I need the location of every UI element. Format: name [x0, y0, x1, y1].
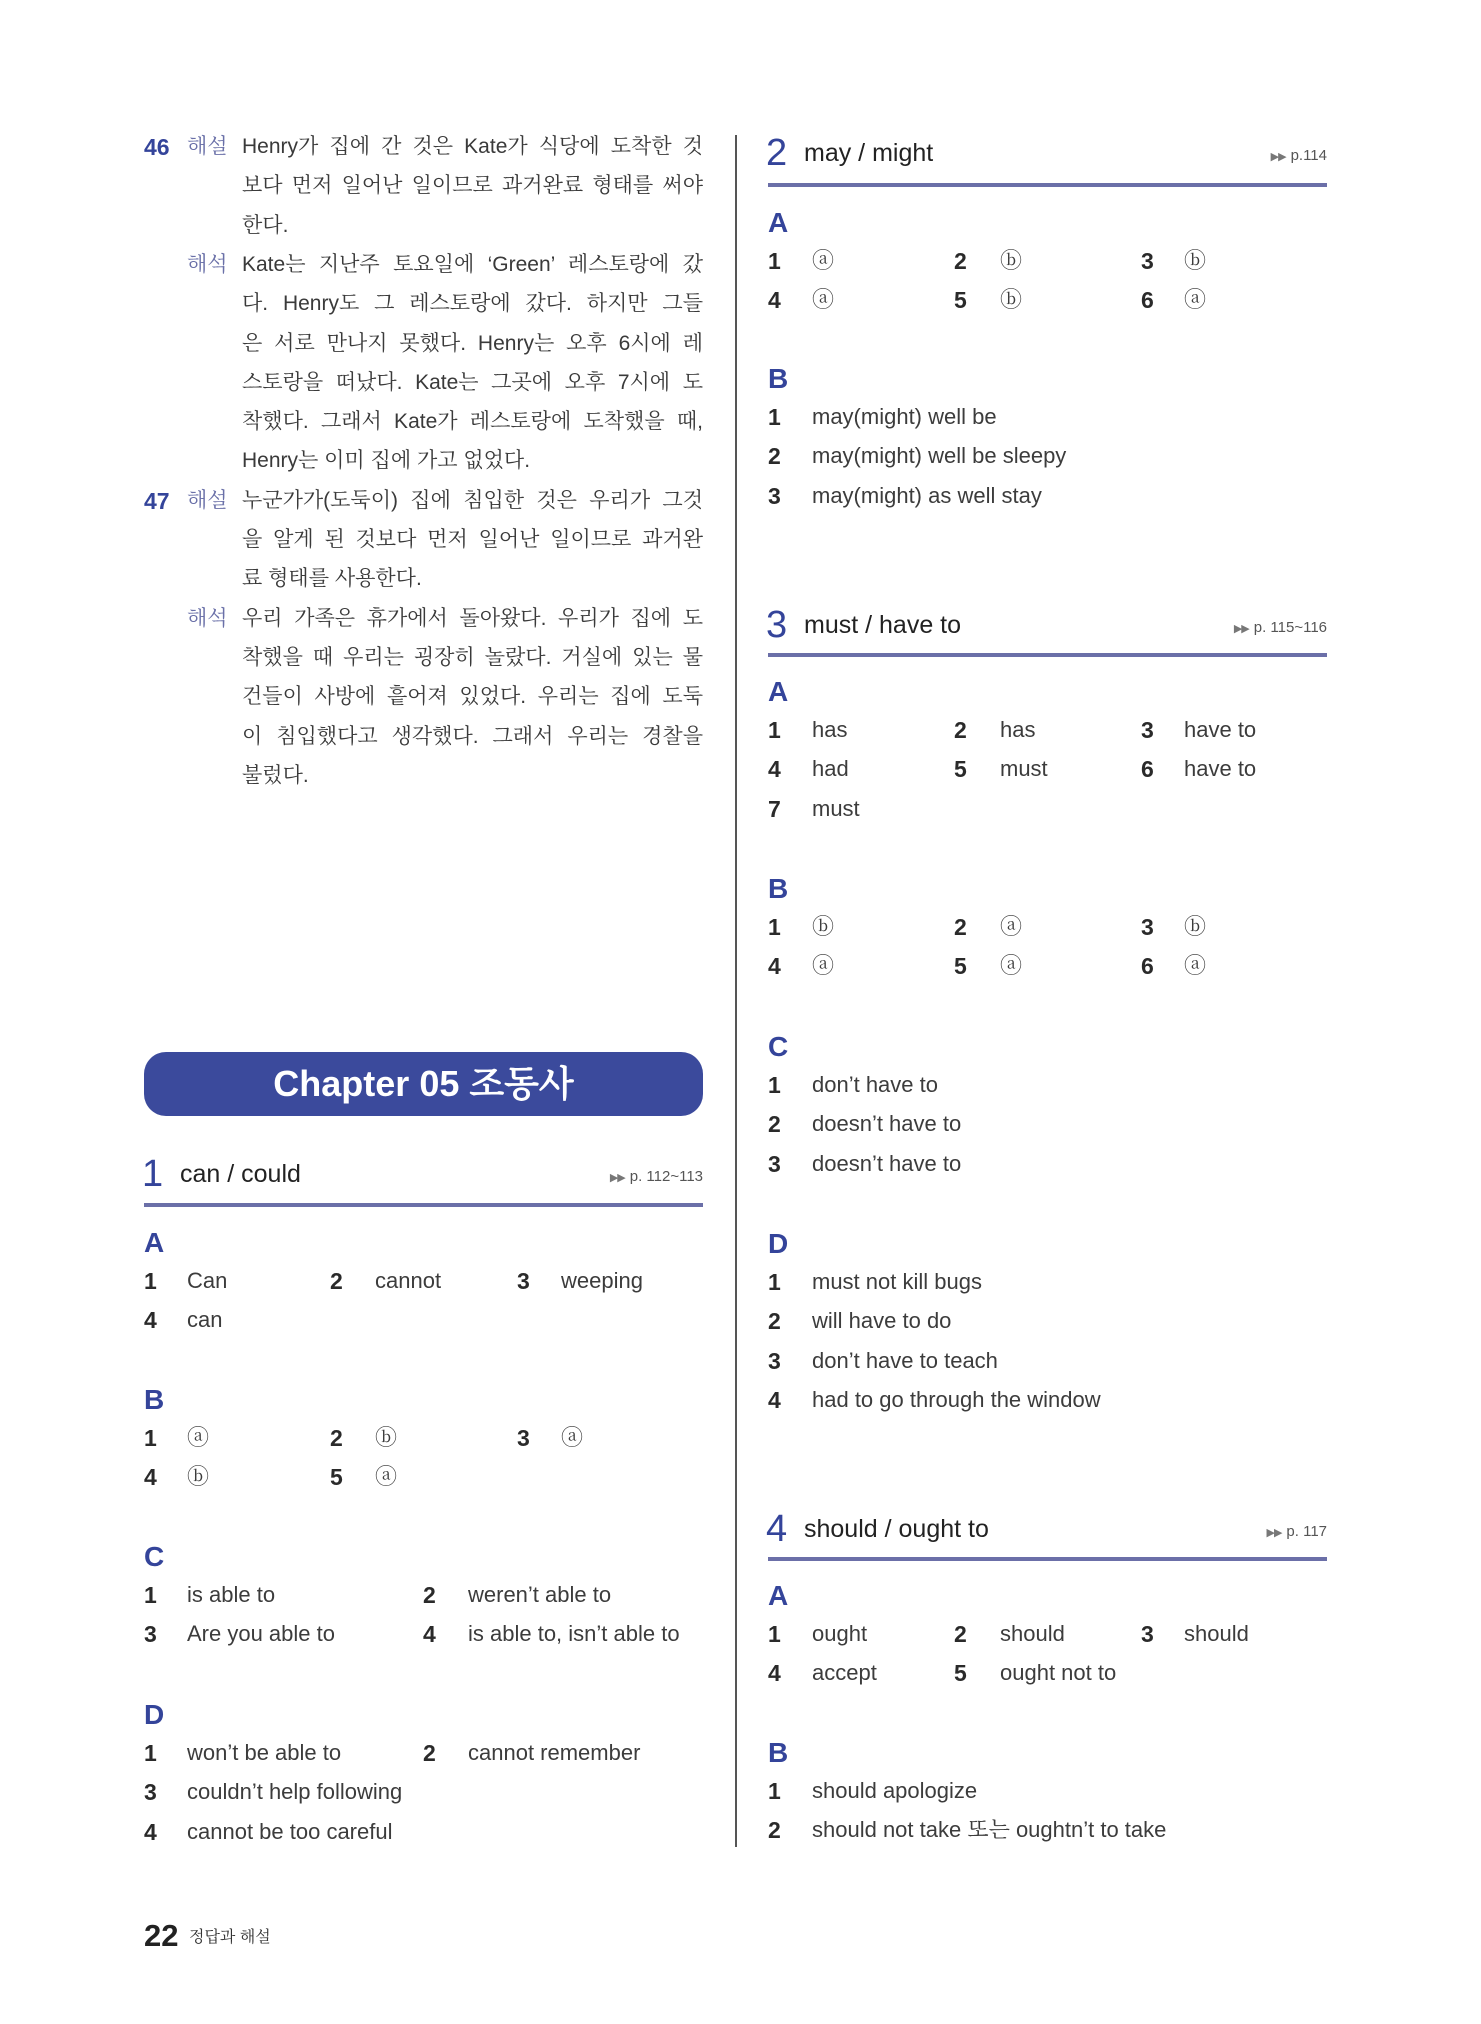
- item-number: 1: [768, 248, 781, 274]
- page-number: 22: [144, 1918, 179, 1953]
- item-number: 1: [144, 1582, 157, 1608]
- explanation-line: 우리 가족은 휴가에서 돌아왔다. 우리가 집에 도: [242, 606, 703, 630]
- item-answer: ⓑ: [1184, 248, 1207, 273]
- page-reference-text: p. 117: [1286, 1523, 1327, 1540]
- item-number: 5: [330, 1464, 343, 1491]
- item-answer: had: [812, 756, 849, 782]
- item-answer: has: [1000, 717, 1036, 742]
- item-number: 2: [423, 1740, 436, 1766]
- item-number: 2: [768, 1817, 781, 1844]
- explanation-line: 착했을 때 우리는 굉장히 놀랐다. 거실에 있는 물: [242, 645, 703, 669]
- page-reference: [610, 1162, 703, 1192]
- item-number: 3: [1141, 1621, 1154, 1647]
- explanation-line: 이 침입했다고 생각했다. 그래서 우리는 경찰을: [242, 724, 703, 748]
- item-number: 4: [144, 1464, 157, 1491]
- explanation-line: Henry는 이미 집에 가고 없었다.: [242, 449, 531, 473]
- item-number: 5: [954, 756, 967, 783]
- item-answer: ⓑ: [1184, 914, 1207, 939]
- item-answer: have to: [1184, 717, 1257, 742]
- item-number: 6: [1141, 287, 1154, 314]
- item-answer: ⓑ: [375, 1425, 398, 1450]
- item-number: 2: [330, 1425, 343, 1451]
- item-answer: may(might) well be: [812, 404, 997, 429]
- item-answer: have to: [1184, 756, 1257, 782]
- unit-title: should / ought to: [804, 1515, 989, 1543]
- item-answer: may(might) well be sleepy: [812, 443, 1067, 469]
- item-number: 4: [423, 1621, 436, 1648]
- item-number: 4: [768, 287, 781, 314]
- explanation-line: Henry가 집에 간 것은 Kate가 식당에 도착한 것: [242, 135, 703, 158]
- item-answer: ⓑ: [812, 914, 835, 939]
- explanation-line: 누군가가(도둑이) 집에 침입한 것은 우리가 그것: [242, 488, 703, 512]
- double-arrow-icon: ▶▶: [1266, 1527, 1282, 1539]
- item-answer: doesn’t have to: [812, 1111, 962, 1137]
- item-answer: ought not to: [1000, 1660, 1117, 1686]
- item-answer: ⓑ: [187, 1464, 210, 1490]
- item-number: 7: [768, 795, 781, 822]
- part-letter: B: [144, 1384, 165, 1415]
- item-number: 4: [768, 953, 781, 980]
- item-answer: ⓐ: [812, 248, 835, 273]
- item-number: 2: [423, 1582, 436, 1608]
- unit-rule: [768, 183, 1327, 187]
- item-number: 3: [768, 482, 781, 509]
- explanation-label: 해석: [187, 252, 228, 276]
- unit-title: may / might: [804, 139, 934, 167]
- item-number: 3: [517, 1425, 530, 1451]
- item-answer: weren’t able to: [468, 1582, 612, 1607]
- unit-title: must / have to: [804, 611, 962, 639]
- item-answer: couldn’t help following: [187, 1779, 403, 1805]
- item-number: 4: [768, 1660, 781, 1687]
- chapter-banner: Chapter 05 조동사: [144, 1052, 703, 1116]
- item-answer: has: [812, 717, 848, 742]
- item-answer: should apologize: [812, 1778, 978, 1803]
- page-reference: [1271, 141, 1327, 171]
- item-number: 1: [768, 1621, 781, 1647]
- item-answer: had to go through the window: [812, 1386, 1101, 1412]
- item-answer: may(might) as well stay: [812, 482, 1042, 508]
- question-number: 47: [144, 487, 170, 514]
- item-answer: can: [187, 1307, 223, 1333]
- item-number: 2: [768, 443, 781, 470]
- explanation-line: 은 서로 만나지 못했다. Henry는 오후 6시에 레: [242, 331, 703, 355]
- item-number: 2: [954, 914, 967, 940]
- page-reference-text: p.114: [1290, 147, 1327, 164]
- part-letter: A: [768, 1580, 789, 1611]
- unit-rule: [768, 653, 1327, 657]
- explanation-line: 한다.: [242, 213, 289, 237]
- item-answer: should: [1000, 1621, 1065, 1646]
- item-number: 1: [144, 1425, 157, 1451]
- item-answer: ⓑ: [1000, 287, 1023, 313]
- item-answer: ⓑ: [1000, 248, 1023, 273]
- question-number: 46: [144, 134, 170, 160]
- item-answer: cannot be too careful: [187, 1818, 393, 1844]
- item-answer: ⓐ: [1000, 914, 1023, 939]
- page-reference-text: p. 112~113: [629, 1168, 703, 1185]
- explanation-line: 스토랑을 떠났다. Kate는 그곳에 오후 7시에 도: [242, 370, 703, 394]
- item-answer: is able to, isn’t able to: [468, 1621, 680, 1647]
- item-answer: ⓐ: [187, 1425, 210, 1450]
- part-letter: C: [144, 1541, 165, 1572]
- item-number: 1: [768, 1269, 781, 1295]
- item-answer: ⓐ: [561, 1425, 584, 1450]
- item-number: 3: [517, 1268, 530, 1294]
- unit-number: 4: [766, 1508, 788, 1550]
- explanation-line: 착했다. 그래서 Kate가 레스토랑에 도착했을 때,: [242, 410, 703, 434]
- part-letter: D: [768, 1228, 789, 1259]
- part-letter: A: [144, 1227, 165, 1258]
- item-number: 3: [768, 1150, 781, 1177]
- item-number: 1: [768, 1778, 781, 1804]
- explanation-label: 해설: [187, 488, 228, 512]
- item-answer: ⓐ: [1184, 953, 1207, 979]
- unit-rule: [144, 1203, 703, 1207]
- item-number: 1: [144, 1740, 157, 1766]
- item-number: 3: [1141, 248, 1154, 274]
- item-number: 2: [768, 1111, 781, 1138]
- item-answer: must not kill bugs: [812, 1269, 982, 1294]
- item-answer: ⓐ: [1184, 287, 1207, 313]
- double-arrow-icon: ▶▶: [1233, 623, 1249, 635]
- unit-title: can / could: [180, 1160, 301, 1188]
- item-number: 1: [768, 1072, 781, 1098]
- item-number: 3: [1141, 717, 1154, 743]
- item-number: 6: [1141, 953, 1154, 980]
- item-answer: must: [1000, 756, 1048, 782]
- item-number: 6: [1141, 756, 1154, 783]
- item-answer: should not take 또는 oughtn’t to take: [812, 1817, 1167, 1843]
- part-letter: B: [768, 363, 789, 394]
- item-number: 4: [768, 1386, 781, 1413]
- item-number: 5: [954, 953, 967, 980]
- part-letter: A: [768, 676, 789, 707]
- part-letter: D: [144, 1699, 165, 1730]
- item-number: 1: [768, 717, 781, 743]
- explanation-line: 료 형태를 사용한다.: [242, 567, 422, 591]
- item-number: 2: [768, 1308, 781, 1335]
- item-number: 1: [768, 404, 781, 430]
- item-answer: must: [812, 795, 860, 821]
- item-answer: accept: [812, 1660, 877, 1686]
- unit-number: 3: [766, 604, 788, 646]
- unit-number: 2: [766, 132, 788, 174]
- part-letter: B: [768, 873, 789, 904]
- item-number: 5: [954, 287, 967, 314]
- part-letter: A: [768, 207, 789, 238]
- item-answer: weeping: [561, 1268, 643, 1293]
- part-letter: C: [768, 1031, 789, 1062]
- unit-number: 1: [142, 1153, 164, 1195]
- explanation-line: 건들이 사방에 흩어져 있었다. 우리는 집에 도둑: [242, 685, 703, 709]
- item-answer: cannot remember: [468, 1740, 641, 1765]
- footer-label: 정답과 해설: [189, 1929, 271, 1946]
- item-number: 3: [144, 1621, 157, 1648]
- item-number: 4: [144, 1818, 157, 1845]
- explanation-line: 을 알게 된 것보다 먼저 일어난 일이므로 과거완: [242, 528, 703, 551]
- double-arrow-icon: ▶▶: [1270, 151, 1286, 163]
- item-number: 4: [144, 1307, 157, 1334]
- item-number: 1: [144, 1268, 157, 1294]
- column-divider: [735, 135, 737, 1847]
- item-number: 5: [954, 1660, 967, 1687]
- item-answer: should: [1184, 1621, 1249, 1646]
- explanation-label: 해설: [187, 135, 228, 158]
- item-number: 2: [954, 717, 967, 743]
- explanation-line: 보다 먼저 일어난 일이므로 과거완료 형태를 써야: [242, 174, 703, 198]
- double-arrow-icon: ▶▶: [609, 1172, 625, 1184]
- page-reference: [1266, 1517, 1327, 1547]
- item-answer: don’t have to teach: [812, 1347, 998, 1373]
- item-number: 1: [768, 914, 781, 940]
- explanation-line: Kate는 지난주 토요일에 ‘Green’ 레스토랑에 갔: [242, 252, 703, 276]
- explanation-label: 해석: [187, 606, 228, 630]
- part-letter: B: [768, 1737, 789, 1768]
- item-answer: don’t have to: [812, 1072, 938, 1097]
- item-number: 4: [768, 756, 781, 783]
- explanation-line: 다. Henry도 그 레스토랑에 갔다. 하지만 그들: [242, 292, 703, 316]
- unit-rule: [768, 1557, 1327, 1561]
- item-number: 3: [144, 1779, 157, 1806]
- explanation-line: 불렀다.: [242, 763, 309, 787]
- item-answer: ⓐ: [812, 287, 835, 313]
- item-answer: ⓐ: [375, 1464, 398, 1490]
- item-number: 2: [954, 248, 967, 274]
- item-answer: will have to do: [812, 1308, 952, 1334]
- item-number: 3: [1141, 914, 1154, 940]
- item-number: 2: [954, 1621, 967, 1647]
- item-answer: ought: [812, 1621, 868, 1646]
- page-reference-text: p. 115~116: [1253, 619, 1327, 636]
- item-answer: won’t be able to: [187, 1740, 342, 1765]
- page-reference: [1234, 613, 1327, 643]
- item-answer: doesn’t have to: [812, 1150, 962, 1176]
- item-answer: Are you able to: [187, 1621, 335, 1647]
- item-answer: ⓐ: [1000, 953, 1023, 979]
- item-answer: is able to: [187, 1582, 276, 1607]
- item-number: 3: [768, 1347, 781, 1374]
- item-answer: ⓐ: [812, 953, 835, 979]
- item-number: 2: [330, 1268, 343, 1294]
- item-answer: Can: [187, 1268, 228, 1293]
- item-answer: cannot: [375, 1268, 442, 1293]
